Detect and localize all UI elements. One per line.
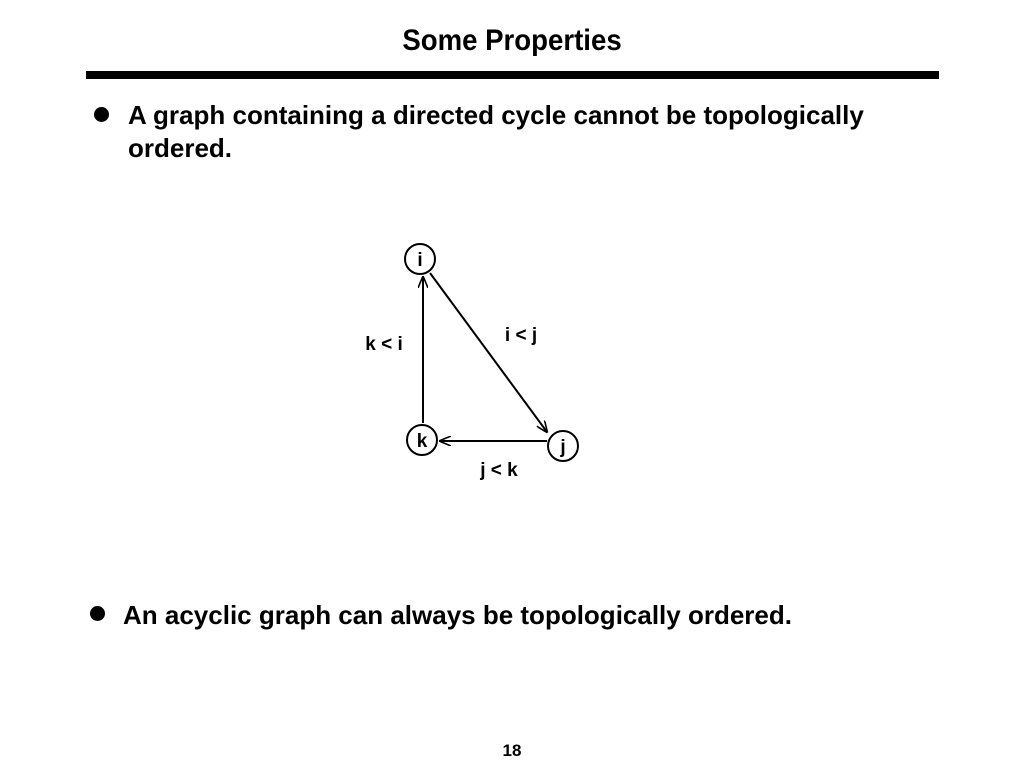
edge-label-j-k: j < k bbox=[480, 460, 518, 481]
bullet-2-text: An acyclic graph can always be topologically ordered. bbox=[123, 600, 792, 630]
node-i bbox=[405, 244, 435, 274]
node-k bbox=[407, 425, 437, 455]
node-i-label: i bbox=[417, 250, 423, 271]
node-k-label: k bbox=[416, 431, 428, 452]
node-j bbox=[548, 431, 578, 461]
node-j-label: j bbox=[560, 437, 566, 458]
page-number: 18 bbox=[502, 741, 522, 760]
slide-title: Some Properties bbox=[402, 24, 622, 57]
bullet-1-text: A graph containing a directed cycle cannot be topologically ordered. bbox=[128, 100, 864, 163]
edge-label-k-i: k < i bbox=[365, 334, 403, 355]
edge-label-i-j: i < j bbox=[504, 325, 538, 346]
edge-i-to-j bbox=[430, 273, 547, 432]
bullet-dot-icon bbox=[90, 606, 105, 621]
